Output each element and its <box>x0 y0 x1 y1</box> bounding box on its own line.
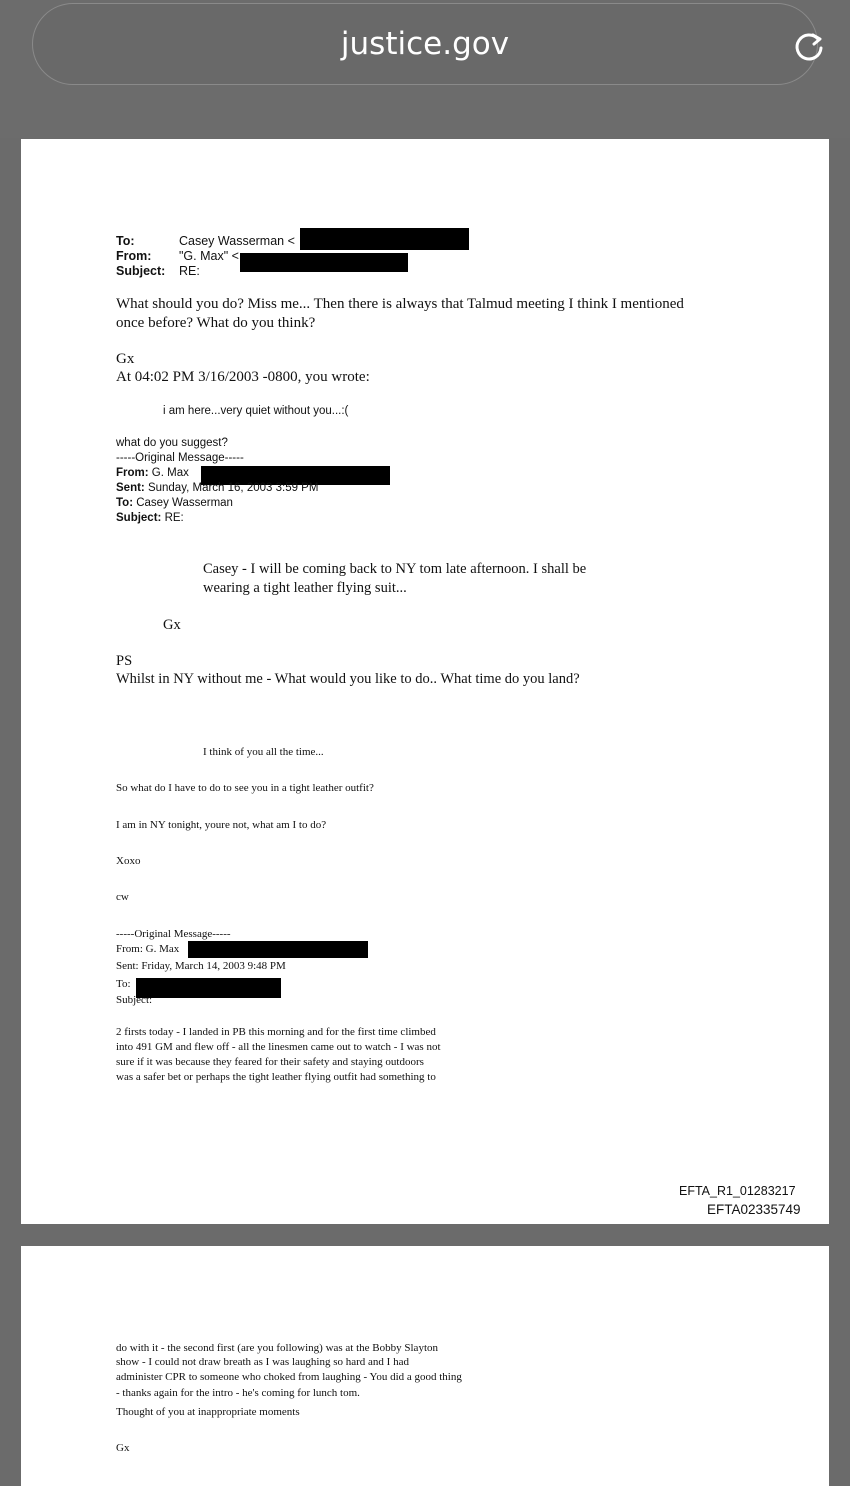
redaction-box <box>240 253 408 272</box>
signature: Gx <box>116 1442 130 1454</box>
quoted-sent: Sent: Friday, March 14, 2003 9:48 PM <box>116 960 286 972</box>
subject-value: RE: <box>179 264 200 278</box>
quoted-line: cw <box>116 891 129 903</box>
quoted-line: what do you suggest? <box>116 437 228 449</box>
wrote-line: At 04:02 PM 3/16/2003 -0800, you wrote: <box>116 369 370 385</box>
body-line: administer CPR to someone who choked from laughing - You did a good thing <box>116 1371 462 1383</box>
quoted-subject: Subject: RE: <box>116 512 184 524</box>
quoted-line: wearing a tight leather flying suit... <box>203 580 407 596</box>
ps-text: Whilst in NY without me - What would you like to do.. What time do you land? <box>116 671 580 687</box>
url-text[interactable]: justice.gov <box>340 26 510 62</box>
redaction-box <box>300 228 469 250</box>
from-label: From: <box>116 249 152 263</box>
reply-line: What should you do? Miss me... Then there is always that Talmud meeting I think I mentioned <box>116 296 684 312</box>
address-bar[interactable] <box>32 3 818 85</box>
to-value: Casey Wasserman < <box>179 234 295 248</box>
quoted-to: To: <box>116 978 131 990</box>
quoted-line: 2 firsts today - I landed in PB this morning and for the first time climbed <box>116 1026 436 1038</box>
original-message-divider: -----Original Message----- <box>116 928 231 940</box>
document-page-1 <box>21 139 829 1224</box>
quoted-line: Xoxo <box>116 855 141 867</box>
quoted-to: To: Casey Wasserman <box>116 497 233 509</box>
reload-icon[interactable] <box>791 30 827 66</box>
signature: Gx <box>116 351 135 367</box>
quoted-line: I think of you all the time... <box>203 746 324 758</box>
body-line: Thought of you at inappropriate moments <box>116 1406 300 1418</box>
original-message-divider: -----Original Message----- <box>116 452 244 464</box>
quoted-line: Casey - I will be coming back to NY tom late afternoon. I shall be <box>203 561 587 577</box>
quoted-line: So what do I have to do to see you in a tight leather outfit? <box>116 782 374 794</box>
document-page-2 <box>21 1246 829 1486</box>
to-label: To: <box>116 234 135 248</box>
quoted-line: into 491 GM and flew off - all the linesmen came out to watch - I was not <box>116 1041 441 1053</box>
browser-toolbar <box>0 0 850 138</box>
reply-line: once before? What do you think? <box>116 315 316 331</box>
quoted-line: i am here...very quiet without you...:( <box>163 405 349 417</box>
from-value: "G. Max" < <box>179 249 239 263</box>
document-id: EFTA_R1_01283217 <box>679 1184 796 1198</box>
quoted-line: I am in NY tonight, youre not, what am I to do? <box>116 819 327 831</box>
body-line: do with it - the second first (are you following) was at the Bobby Slayton <box>116 1342 438 1354</box>
ps-label: PS <box>116 653 133 669</box>
body-line: - thanks again for the intro - he's coming for lunch tom. <box>116 1387 360 1399</box>
redaction-box <box>188 941 368 958</box>
quoted-from: From: G. Max <box>116 943 180 955</box>
body-line: show - I could not draw breath as I was laughing so hard and I had <box>116 1356 409 1368</box>
quoted-from: From: G. Max <box>116 467 189 479</box>
quoted-line: sure if it was because they feared for their safety and staying outdoors <box>116 1056 424 1068</box>
quoted-sent: Sent: Sunday, March 16, 2003 3:59 PM <box>116 482 319 494</box>
quoted-line: was a safer bet or perhaps the tight leather flying outfit had something to <box>116 1071 436 1083</box>
redaction-box <box>136 978 281 998</box>
quoted-subject: Subject: <box>116 994 153 1006</box>
subject-label: Subject: <box>116 264 166 278</box>
document-id: EFTA02335749 <box>707 1202 801 1217</box>
signature: Gx <box>163 617 181 633</box>
